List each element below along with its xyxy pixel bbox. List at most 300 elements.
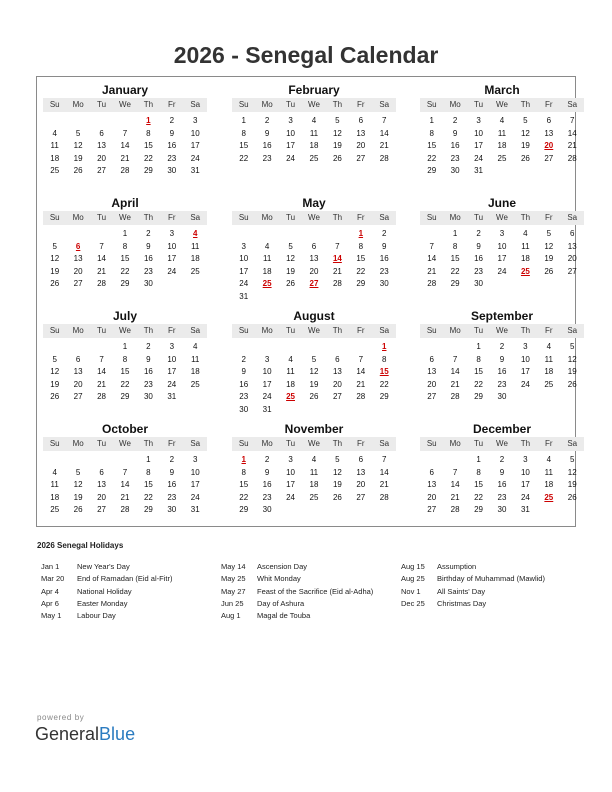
day-cell[interactable]: 12 <box>520 128 530 138</box>
day-cell[interactable]: 13 <box>332 367 342 376</box>
day-cell[interactable]: 11 <box>191 354 200 364</box>
day-cell[interactable]: 20 <box>427 379 437 389</box>
day-cell[interactable]: 3 <box>523 342 528 351</box>
day-cell[interactable]: 24 <box>497 266 507 276</box>
day-cell[interactable]: 9 <box>499 467 505 477</box>
day-cell[interactable]: 3 <box>169 342 175 351</box>
day-cell[interactable]: 22 <box>379 379 389 389</box>
day-cell[interactable]: 8 <box>382 354 387 364</box>
day-cell[interactable]: 25 <box>50 505 60 514</box>
day-cell[interactable]: 11 <box>50 141 59 150</box>
day-cell[interactable]: 18 <box>262 266 272 276</box>
day-cell[interactable]: 28 <box>120 505 130 514</box>
day-cell[interactable]: 16 <box>239 379 249 389</box>
day-cell[interactable]: 28 <box>450 392 460 401</box>
day-cell[interactable]: 27 <box>73 279 83 288</box>
day-cell[interactable]: 23 <box>143 266 153 276</box>
day-cell[interactable]: 13 <box>97 141 106 150</box>
day-cell[interactable]: 26 <box>567 492 577 502</box>
day-cell[interactable]: 11 <box>50 480 59 489</box>
day-cell[interactable]: 4 <box>546 455 552 464</box>
day-cell[interactable]: 21 <box>427 266 437 276</box>
day-cell[interactable]: 5 <box>523 116 528 125</box>
day-cell[interactable]: 30 <box>379 279 389 288</box>
day-cell[interactable]: 2 <box>264 455 270 464</box>
day-cell[interactable]: 18 <box>309 141 319 150</box>
day-cell[interactable]: 2 <box>499 342 505 351</box>
day-cell[interactable]: 9 <box>264 128 270 138</box>
day-cell[interactable]: 13 <box>427 480 437 489</box>
day-cell[interactable]: 19 <box>50 266 60 276</box>
day-cell[interactable]: 4 <box>52 128 57 138</box>
day-cell[interactable]: 14 <box>379 467 389 477</box>
day-cell[interactable]: 23 <box>167 492 177 502</box>
day-cell[interactable]: 18 <box>50 153 60 163</box>
day-cell[interactable]: 1 <box>476 455 481 464</box>
day-cell[interactable]: 3 <box>169 229 175 238</box>
day-cell[interactable]: 1 <box>146 455 151 464</box>
day-cell[interactable]: 29 <box>450 279 460 288</box>
day-cell[interactable]: 27 <box>97 505 106 514</box>
day-cell[interactable]: 29 <box>427 166 437 175</box>
day-cell[interactable]: 12 <box>50 367 60 376</box>
day-cell[interactable]: 23 <box>143 379 153 389</box>
day-cell[interactable]: 9 <box>146 354 151 364</box>
day-cell[interactable]: 23 <box>450 153 460 163</box>
day-cell[interactable]: 13 <box>73 254 83 263</box>
day-cell[interactable]: 14 <box>120 480 130 489</box>
day-cell[interactable]: 7 <box>122 467 128 477</box>
day-cell[interactable]: 16 <box>143 254 153 263</box>
day-cell[interactable]: 5 <box>335 455 340 464</box>
day-cell[interactable]: 28 <box>97 279 106 288</box>
day-cell[interactable]: 22 <box>143 153 153 163</box>
day-cell[interactable]: 24 <box>167 266 177 276</box>
day-cell[interactable]: 6 <box>429 354 434 364</box>
day-cell[interactable]: 4 <box>311 116 317 125</box>
day-cell[interactable]: 5 <box>570 455 575 464</box>
day-cell[interactable]: 8 <box>358 241 364 251</box>
day-cell[interactable]: 7 <box>99 354 104 364</box>
day-cell[interactable]: 24 <box>520 379 530 389</box>
day-cell[interactable]: 9 <box>452 128 458 138</box>
day-cell[interactable]: 10 <box>286 128 295 138</box>
day-cell[interactable]: 2 <box>241 354 246 364</box>
day-cell[interactable]: 15 <box>239 480 249 489</box>
day-cell[interactable]: 28 <box>567 153 577 163</box>
day-cell[interactable]: 21 <box>450 379 460 389</box>
day-cell[interactable]: 29 <box>143 505 153 514</box>
day-cell[interactable]: 16 <box>450 141 460 150</box>
day-cell[interactable]: 3 <box>288 116 293 125</box>
day-cell[interactable]: 20 <box>73 266 83 276</box>
day-cell[interactable]: 15 <box>239 141 249 150</box>
day-cell[interactable]: 6 <box>99 128 104 138</box>
day-cell[interactable]: 7 <box>452 467 458 477</box>
day-cell[interactable]: 20 <box>356 480 366 489</box>
day-cell[interactable]: 29 <box>120 279 130 288</box>
day-cell[interactable]: 9 <box>169 467 175 477</box>
day-cell[interactable]: 28 <box>97 392 106 401</box>
day-cell[interactable]: 11 <box>286 367 295 376</box>
day-cell[interactable]: 3 <box>241 241 246 251</box>
day-cell[interactable]: 4 <box>523 229 528 238</box>
day-cell[interactable]: 1 <box>241 116 246 125</box>
day-cell[interactable]: 21 <box>120 492 130 502</box>
day-cell[interactable]: 16 <box>262 141 272 150</box>
day-cell[interactable]: 8 <box>146 128 151 138</box>
day-cell[interactable]: 11 <box>309 128 319 138</box>
day-cell[interactable]: 16 <box>167 141 177 150</box>
day-cell[interactable]: 28 <box>427 279 437 288</box>
day-cell[interactable]: 18 <box>286 379 295 389</box>
day-cell[interactable]: 6 <box>570 229 575 238</box>
day-cell[interactable]: 27 <box>356 492 366 502</box>
day-cell[interactable]: 1 <box>452 229 458 238</box>
day-cell[interactable]: 24 <box>520 492 530 502</box>
day-cell[interactable]: 9 <box>146 241 151 251</box>
day-cell[interactable]: 27 <box>544 153 554 163</box>
day-cell[interactable]: 20 <box>97 492 106 502</box>
day-cell[interactable]: 10 <box>190 467 200 477</box>
day-cell[interactable]: 14 <box>120 141 130 150</box>
day-cell[interactable]: 8 <box>241 128 246 138</box>
holiday-day-cell[interactable]: 6 <box>75 241 81 251</box>
day-cell[interactable]: 16 <box>474 254 483 263</box>
day-cell[interactable]: 7 <box>452 354 458 364</box>
day-cell[interactable]: 16 <box>262 480 272 489</box>
day-cell[interactable]: 27 <box>427 392 437 401</box>
day-cell[interactable]: 14 <box>356 367 366 376</box>
day-cell[interactable]: 17 <box>239 266 249 276</box>
day-cell[interactable]: 22 <box>474 379 483 389</box>
day-cell[interactable]: 22 <box>239 492 249 502</box>
day-cell[interactable]: 18 <box>544 480 554 489</box>
day-cell[interactable]: 9 <box>241 367 246 376</box>
day-cell[interactable]: 26 <box>567 379 577 389</box>
day-cell[interactable]: 6 <box>546 116 552 125</box>
holiday-day-cell[interactable]: 1 <box>146 116 151 125</box>
day-cell[interactable]: 26 <box>286 279 295 288</box>
day-cell[interactable]: 5 <box>546 229 552 238</box>
day-cell[interactable]: 13 <box>97 480 106 489</box>
day-cell[interactable]: 24 <box>286 492 295 502</box>
holiday-day-cell[interactable]: 25 <box>520 266 530 276</box>
day-cell[interactable]: 10 <box>497 241 507 251</box>
day-cell[interactable]: 20 <box>567 254 577 263</box>
day-cell[interactable]: 25 <box>190 266 200 276</box>
day-cell[interactable]: 25 <box>309 492 319 502</box>
day-cell[interactable]: 22 <box>143 492 153 502</box>
day-cell[interactable]: 4 <box>499 116 505 125</box>
day-cell[interactable]: 12 <box>332 467 342 477</box>
day-cell[interactable]: 8 <box>241 467 246 477</box>
day-cell[interactable]: 18 <box>190 254 200 263</box>
day-cell[interactable]: 31 <box>520 505 530 514</box>
day-cell[interactable]: 22 <box>239 153 249 163</box>
day-cell[interactable]: 6 <box>99 467 104 477</box>
day-cell[interactable]: 14 <box>97 254 106 263</box>
day-cell[interactable]: 10 <box>286 467 295 477</box>
holiday-day-cell[interactable]: 15 <box>379 367 389 376</box>
day-cell[interactable]: 2 <box>499 455 505 464</box>
day-cell[interactable]: 19 <box>567 367 577 376</box>
day-cell[interactable]: 12 <box>73 480 83 489</box>
day-cell[interactable]: 20 <box>73 379 83 389</box>
day-cell[interactable]: 2 <box>264 116 270 125</box>
day-cell[interactable]: 10 <box>239 254 249 263</box>
day-cell[interactable]: 21 <box>97 266 106 276</box>
day-cell[interactable]: 14 <box>567 128 577 138</box>
day-cell[interactable]: 24 <box>190 492 200 502</box>
day-cell[interactable]: 23 <box>379 266 389 276</box>
day-cell[interactable]: 27 <box>427 505 437 514</box>
day-cell[interactable]: 3 <box>193 116 198 125</box>
day-cell[interactable]: 17 <box>167 367 177 376</box>
day-cell[interactable]: 7 <box>358 354 364 364</box>
day-cell[interactable]: 13 <box>356 467 366 477</box>
holiday-day-cell[interactable]: 25 <box>262 279 272 288</box>
day-cell[interactable]: 17 <box>167 254 177 263</box>
day-cell[interactable]: 22 <box>450 266 460 276</box>
day-cell[interactable]: 31 <box>262 404 272 414</box>
day-cell[interactable]: 10 <box>520 354 530 364</box>
day-cell[interactable]: 21 <box>356 379 366 389</box>
day-cell[interactable]: 15 <box>356 254 366 263</box>
day-cell[interactable]: 17 <box>190 141 200 150</box>
day-cell[interactable]: 10 <box>190 128 200 138</box>
day-cell[interactable]: 8 <box>452 241 458 251</box>
day-cell[interactable]: 20 <box>309 266 319 276</box>
day-cell[interactable]: 31 <box>167 392 177 401</box>
day-cell[interactable]: 12 <box>544 241 554 251</box>
day-cell[interactable]: 25 <box>544 379 554 389</box>
day-cell[interactable]: 18 <box>520 254 530 263</box>
holiday-day-cell[interactable]: 1 <box>382 342 387 351</box>
day-cell[interactable]: 22 <box>120 266 130 276</box>
day-cell[interactable]: 2 <box>146 229 151 238</box>
day-cell[interactable]: 5 <box>570 342 575 351</box>
day-cell[interactable]: 11 <box>309 467 319 477</box>
day-cell[interactable]: 24 <box>474 153 483 163</box>
day-cell[interactable]: 30 <box>143 279 153 288</box>
day-cell[interactable]: 27 <box>97 166 106 175</box>
day-cell[interactable]: 8 <box>122 354 128 364</box>
day-cell[interactable]: 15 <box>427 141 437 150</box>
generalblue-logo[interactable] <box>35 724 135 745</box>
day-cell[interactable]: 21 <box>567 141 577 150</box>
day-cell[interactable]: 6 <box>358 116 364 125</box>
day-cell[interactable]: 30 <box>143 392 153 401</box>
day-cell[interactable]: 27 <box>73 392 83 401</box>
day-cell[interactable]: 26 <box>520 153 530 163</box>
holiday-day-cell[interactable]: 1 <box>241 455 246 464</box>
day-cell[interactable]: 8 <box>122 241 128 251</box>
day-cell[interactable]: 16 <box>143 367 153 376</box>
day-cell[interactable]: 10 <box>167 354 177 364</box>
day-cell[interactable]: 28 <box>379 153 389 163</box>
day-cell[interactable]: 11 <box>521 241 530 251</box>
day-cell[interactable]: 2 <box>169 455 175 464</box>
day-cell[interactable]: 26 <box>332 492 342 502</box>
day-cell[interactable]: 25 <box>309 153 319 163</box>
day-cell[interactable]: 10 <box>520 467 530 477</box>
day-cell[interactable]: 26 <box>544 266 554 276</box>
day-cell[interactable]: 28 <box>356 392 366 401</box>
day-cell[interactable]: 17 <box>497 254 507 263</box>
day-cell[interactable]: 27 <box>356 153 366 163</box>
day-cell[interactable]: 31 <box>190 166 200 175</box>
day-cell[interactable]: 13 <box>356 128 366 138</box>
day-cell[interactable]: 30 <box>450 166 460 175</box>
day-cell[interactable]: 5 <box>311 354 317 364</box>
day-cell[interactable]: 18 <box>497 141 507 150</box>
day-cell[interactable]: 26 <box>50 392 60 401</box>
day-cell[interactable]: 7 <box>382 116 387 125</box>
day-cell[interactable]: 15 <box>120 254 130 263</box>
day-cell[interactable]: 15 <box>143 141 153 150</box>
day-cell[interactable]: 18 <box>50 492 60 502</box>
day-cell[interactable]: 11 <box>544 354 553 364</box>
day-cell[interactable]: 24 <box>262 392 272 401</box>
day-cell[interactable]: 29 <box>356 279 366 288</box>
day-cell[interactable]: 26 <box>332 153 342 163</box>
day-cell[interactable]: 25 <box>190 379 200 389</box>
day-cell[interactable]: 31 <box>239 291 249 301</box>
day-cell[interactable]: 30 <box>167 505 177 514</box>
day-cell[interactable]: 13 <box>567 241 577 251</box>
day-cell[interactable]: 19 <box>73 492 83 502</box>
day-cell[interactable]: 24 <box>239 279 249 288</box>
day-cell[interactable]: 6 <box>358 455 364 464</box>
day-cell[interactable]: 27 <box>332 392 342 401</box>
day-cell[interactable]: 19 <box>332 141 342 150</box>
day-cell[interactable]: 15 <box>474 480 483 489</box>
day-cell[interactable]: 9 <box>499 354 505 364</box>
day-cell[interactable]: 21 <box>120 153 130 163</box>
day-cell[interactable]: 23 <box>239 392 249 401</box>
day-cell[interactable]: 12 <box>50 254 60 263</box>
holiday-day-cell[interactable]: 20 <box>544 141 554 150</box>
day-cell[interactable]: 29 <box>379 392 389 401</box>
day-cell[interactable]: 12 <box>309 367 319 376</box>
day-cell[interactable]: 28 <box>379 492 389 502</box>
day-cell[interactable]: 3 <box>499 229 505 238</box>
day-cell[interactable]: 20 <box>97 153 106 163</box>
day-cell[interactable]: 24 <box>167 379 177 389</box>
holiday-day-cell[interactable]: 4 <box>193 229 198 238</box>
day-cell[interactable]: 23 <box>167 153 177 163</box>
day-cell[interactable]: 1 <box>429 116 434 125</box>
day-cell[interactable]: 30 <box>474 279 483 288</box>
day-cell[interactable]: 31 <box>190 505 200 514</box>
holiday-day-cell[interactable]: 25 <box>544 492 554 502</box>
day-cell[interactable]: 28 <box>450 505 460 514</box>
holiday-day-cell[interactable]: 27 <box>309 279 319 288</box>
day-cell[interactable]: 8 <box>476 354 481 364</box>
day-cell[interactable]: 7 <box>429 241 434 251</box>
day-cell[interactable]: 26 <box>50 279 60 288</box>
day-cell[interactable]: 19 <box>50 379 60 389</box>
day-cell[interactable]: 3 <box>264 354 270 364</box>
day-cell[interactable]: 6 <box>335 354 340 364</box>
day-cell[interactable]: 24 <box>190 153 200 163</box>
day-cell[interactable]: 18 <box>544 367 554 376</box>
day-cell[interactable]: 7 <box>99 241 104 251</box>
day-cell[interactable]: 29 <box>474 505 483 514</box>
day-cell[interactable]: 9 <box>476 241 481 251</box>
day-cell[interactable]: 14 <box>427 254 437 263</box>
day-cell[interactable]: 2 <box>146 342 151 351</box>
day-cell[interactable]: 5 <box>75 128 81 138</box>
day-cell[interactable]: 13 <box>427 367 437 376</box>
day-cell[interactable]: 2 <box>476 229 481 238</box>
day-cell[interactable]: 5 <box>75 467 81 477</box>
day-cell[interactable]: 23 <box>497 379 507 389</box>
day-cell[interactable]: 1 <box>122 342 128 351</box>
day-cell[interactable]: 19 <box>332 480 342 489</box>
day-cell[interactable]: 13 <box>544 128 554 138</box>
day-cell[interactable]: 19 <box>73 153 83 163</box>
day-cell[interactable]: 13 <box>73 367 83 376</box>
day-cell[interactable]: 2 <box>382 229 387 238</box>
day-cell[interactable]: 3 <box>476 116 481 125</box>
day-cell[interactable]: 20 <box>427 492 437 502</box>
day-cell[interactable]: 16 <box>167 480 177 489</box>
day-cell[interactable]: 5 <box>52 354 57 364</box>
day-cell[interactable]: 16 <box>497 367 507 376</box>
day-cell[interactable]: 4 <box>288 354 293 364</box>
day-cell[interactable]: 29 <box>143 166 153 175</box>
day-cell[interactable]: 25 <box>50 166 60 175</box>
day-cell[interactable]: 15 <box>474 367 483 376</box>
day-cell[interactable]: 11 <box>191 241 200 251</box>
day-cell[interactable]: 7 <box>570 116 575 125</box>
day-cell[interactable]: 17 <box>286 141 295 150</box>
day-cell[interactable]: 28 <box>332 279 342 288</box>
day-cell[interactable]: 18 <box>309 480 319 489</box>
day-cell[interactable]: 6 <box>311 241 317 251</box>
day-cell[interactable]: 17 <box>262 379 272 389</box>
day-cell[interactable]: 29 <box>239 505 249 514</box>
day-cell[interactable]: 4 <box>52 467 57 477</box>
day-cell[interactable]: 23 <box>262 492 272 502</box>
day-cell[interactable]: 19 <box>520 141 530 150</box>
day-cell[interactable]: 17 <box>190 480 200 489</box>
day-cell[interactable]: 17 <box>520 367 530 376</box>
day-cell[interactable]: 7 <box>382 455 387 464</box>
day-cell[interactable]: 4 <box>193 342 198 351</box>
day-cell[interactable]: 9 <box>382 241 387 251</box>
day-cell[interactable]: 21 <box>97 379 106 389</box>
day-cell[interactable]: 4 <box>546 342 552 351</box>
day-cell[interactable]: 14 <box>379 128 389 138</box>
day-cell[interactable]: 5 <box>52 241 57 251</box>
day-cell[interactable]: 21 <box>332 266 342 276</box>
day-cell[interactable]: 23 <box>262 153 272 163</box>
day-cell[interactable]: 14 <box>450 480 460 489</box>
day-cell[interactable]: 17 <box>286 480 295 489</box>
day-cell[interactable]: 12 <box>567 467 577 477</box>
day-cell[interactable]: 23 <box>474 266 483 276</box>
day-cell[interactable]: 10 <box>474 128 483 138</box>
day-cell[interactable]: 3 <box>523 455 528 464</box>
day-cell[interactable]: 21 <box>379 141 389 150</box>
day-cell[interactable]: 12 <box>567 354 577 364</box>
day-cell[interactable]: 22 <box>474 492 483 502</box>
day-cell[interactable]: 30 <box>167 166 177 175</box>
day-cell[interactable]: 4 <box>311 455 317 464</box>
